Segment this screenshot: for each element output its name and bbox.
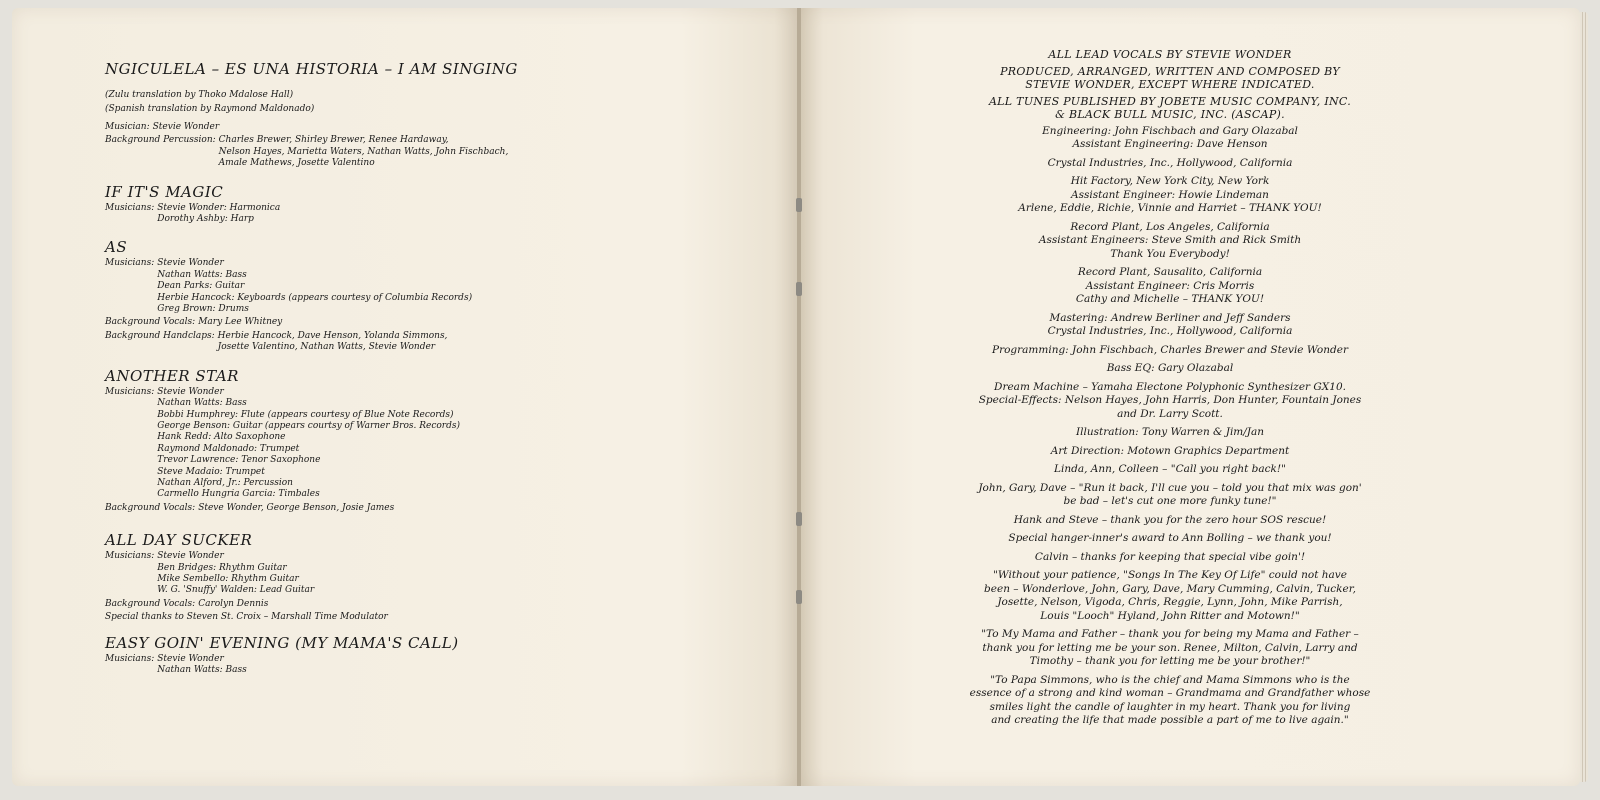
credit-names <box>157 258 472 315</box>
text-line: Josette, Nelson, Vigoda, Chris, Reggie, Lynn, John, Mike Parrish, <box>997 596 1343 608</box>
text-line: Programming: John Fischbach, Charles Brewer and Stevie Wonder <box>992 343 1348 356</box>
text-line: been – Wonderlove, John, Gary, Dave, Mary Cumming, Calvin, Tucker, <box>984 582 1356 595</box>
credit-name: Nathan Watts: Bass <box>157 398 247 409</box>
credit-name: Herbie Hancock: Keyboards (appears courtesy of Columbia Records) <box>157 292 473 303</box>
text-line: Record Plant, Los Angeles, California <box>1070 220 1270 233</box>
credit-label: Special thanks to Steven St. Croix – Marshall Time Modulator <box>105 612 388 623</box>
translation-note: (Zulu translation by Thoko Mdalose Hall) <box>105 90 294 100</box>
credit-label: Background Vocals: <box>105 502 196 513</box>
credit-label: Background Percussion: <box>105 135 216 146</box>
credit-name: Hank Redd: Alto Saxophone <box>157 432 286 443</box>
credit-names <box>198 503 394 514</box>
song-credits-column <box>105 60 665 676</box>
credit-paragraph <box>935 125 1405 152</box>
text-line: and Dr. Larry Scott. <box>1117 407 1223 420</box>
text-line: Engineering: John Fischbach and Gary Olazabal <box>1042 124 1298 137</box>
credit-row <box>105 331 665 354</box>
credit-name: Josette Valentino, Nathan Watts, Stevie Wonder <box>217 342 436 353</box>
credit-paragraph <box>935 344 1405 358</box>
text-line: & BLACK BULL MUSIC, INC. (ASCAP). <box>1055 108 1285 121</box>
credit-row <box>105 203 665 226</box>
credit-label: Musician: <box>105 122 150 132</box>
credit-paragraph <box>935 312 1405 339</box>
credit-label: Musicians: <box>105 653 155 664</box>
booklet-spine <box>797 8 801 786</box>
text-line: John, Gary, Dave – "Run it back, I'll cue you – told you that mix was gon' <box>978 481 1362 494</box>
credit-name: Stevie Wonder <box>157 258 224 269</box>
credit-paragraph <box>935 157 1405 171</box>
text-line: STEVIE WONDER, EXCEPT WHERE INDICATED. <box>1025 78 1315 91</box>
credit-paragraph <box>935 445 1405 459</box>
text-line: Assistant Engineer: Cris Morris <box>1085 279 1255 292</box>
text-line: Record Plant, Sausalito, California <box>1077 266 1263 278</box>
text-line: Illustration: Tony Warren & Jim/Jan <box>1075 426 1265 438</box>
song-title: ALL DAY SUCKER <box>105 531 253 550</box>
credit-label: Musicians: <box>105 258 155 269</box>
credit-paragraph <box>935 628 1405 669</box>
song-section <box>105 367 665 514</box>
credit-paragraph <box>935 175 1405 216</box>
translation-note: (Spanish translation by Raymond Maldonado) <box>105 104 315 114</box>
credit-name: Mary Lee Whitney <box>198 317 283 328</box>
text-line: Assistant Engineering: Dave Henson <box>1072 138 1268 150</box>
text-line: Hank and Steve – thank you for the zero hour SOS rescue! <box>1013 513 1327 526</box>
credit-paragraph <box>935 463 1405 477</box>
text-line: "To Papa Simmons, who is the chief and Mama Simmons who is the <box>990 673 1350 686</box>
credit-name: Dorothy Ashby: Harp <box>157 214 254 225</box>
text-line: Timothy – thank you for letting me be your brother!" <box>1029 655 1311 667</box>
page-edges <box>1580 12 1588 782</box>
credit-label: Musicians: <box>105 386 155 397</box>
credit-name: Raymond Maldonado: Trumpet <box>157 443 300 454</box>
credit-row <box>105 551 665 597</box>
staple-middle-upper <box>796 282 802 296</box>
staple-top <box>796 198 802 212</box>
staple-middle-lower <box>796 512 802 526</box>
credit-paragraph <box>935 221 1405 262</box>
credit-paragraph <box>935 482 1405 509</box>
credit-name: Steve Wonder, George Benson, Josie James <box>198 502 395 513</box>
production-credits-column <box>935 48 1405 733</box>
text-line: and creating the life that made possible a part of me to live again." <box>991 714 1349 726</box>
text-line: Assistant Engineer: Howie Lindeman <box>1071 188 1269 201</box>
text-line: Art Direction: Motown Graphics Department <box>1050 444 1290 457</box>
credit-row <box>105 612 665 623</box>
text-line: Arlene, Eddie, Richie, Vinnie and Harriet – THANK YOU! <box>1018 202 1322 214</box>
credit-row <box>105 135 665 169</box>
credit-names <box>218 331 448 354</box>
song-section <box>105 183 665 226</box>
credit-name: Stevie Wonder <box>157 653 224 664</box>
text-line: Crystal Industries, Inc., Hollywood, California <box>1047 156 1293 169</box>
credit-name: Nathan Watts: Bass <box>157 269 247 280</box>
text-line: Hit Factory, New York City, New York <box>1070 175 1270 187</box>
credit-row <box>105 503 665 514</box>
credit-row <box>105 387 665 501</box>
credit-names <box>198 317 282 328</box>
credit-name: W. G. 'Snuffy' Walden: Lead Guitar <box>157 585 315 596</box>
credit-name: Charles Brewer, Shirley Brewer, Renee Hardaway, <box>218 135 449 146</box>
credit-label: Background Vocals: <box>105 598 196 609</box>
song-title: IF IT'S MAGIC <box>105 182 224 201</box>
credit-row <box>105 599 665 610</box>
credit-name: Greg Brown: Drums <box>157 304 249 315</box>
song-section <box>105 60 665 170</box>
credit-name: Steve Madaio: Trumpet <box>157 466 265 477</box>
text-line: be bad – let's cut one more funky tune!" <box>1063 495 1277 507</box>
text-line: Calvin – thanks for keeping that special vibe goin'! <box>1034 550 1306 563</box>
production-heading <box>935 65 1405 92</box>
credit-names <box>157 551 314 597</box>
credit-label: Musicians: <box>105 202 155 213</box>
credit-name: Stevie Wonder <box>157 551 224 562</box>
credit-name: Nathan Alford, Jr.: Percussion <box>157 477 293 488</box>
song-title: NGICULELA – ES UNA HISTORIA – I AM SINGING <box>105 60 518 78</box>
text-line: "To My Mama and Father – thank you for being my Mama and Father – <box>981 628 1359 640</box>
text-line: ALL TUNES PUBLISHED BY JOBETE MUSIC COMPANY, INC. <box>988 94 1352 108</box>
text-line: PRODUCED, ARRANGED, WRITTEN AND COMPOSED BY <box>1000 64 1340 78</box>
song-title: AS <box>105 238 128 257</box>
credit-name: Trevor Lawrence: Tenor Saxophone <box>157 455 321 466</box>
text-line: Special-Effects: Nelson Hayes, John Harris, Don Hunter, Fountain Jones <box>978 394 1362 406</box>
text-line: essence of a strong and kind woman – Grandmama and Grandfather whose <box>969 687 1371 699</box>
text-line: Mastering: Andrew Berliner and Jeff Sanders <box>1049 311 1291 324</box>
credit-paragraph <box>935 569 1405 623</box>
text-line: Dream Machine – Yamaha Electone Polyphonic Synthesizer GX10. <box>994 380 1346 393</box>
credit-names <box>157 203 280 226</box>
credit-name: George Benson: Guitar (appears courtsy of Warner Bros. Records) <box>157 420 460 431</box>
credit-row <box>105 654 665 677</box>
credit-names <box>153 122 220 133</box>
text-line: Assistant Engineers: Steve Smith and Rick Smith <box>1038 234 1302 246</box>
text-line: Thank You Everybody! <box>1110 247 1230 260</box>
text-line: thank you for letting me be your son. Renee, Milton, Calvin, Larry and <box>982 641 1358 654</box>
credit-name: Stevie Wonder <box>152 122 220 132</box>
credit-name: Carolyn Dennis <box>198 598 269 609</box>
credit-paragraph <box>935 551 1405 565</box>
text-line: Special hanger-inner's award to Ann Bolling – we thank you! <box>1008 532 1332 544</box>
text-line: Bass EQ: Gary Olazabal <box>1106 362 1234 374</box>
credit-name: Stevie Wonder: Harmonica <box>157 202 281 213</box>
text-line: Crystal Industries, Inc., Hollywood, California <box>1047 325 1293 337</box>
text-line: "Without your patience, "Songs In The Key Of Life" could not have <box>993 569 1347 581</box>
credit-label: Musicians: <box>105 551 155 562</box>
credit-names <box>157 654 246 677</box>
text-line: smiles light the candle of laughter in my heart. Thank you for living <box>989 700 1351 713</box>
song-section <box>105 531 665 623</box>
credit-name: Mike Sembello: Rhythm Guitar <box>157 573 299 584</box>
song-section <box>105 634 665 677</box>
production-heading <box>935 95 1405 122</box>
credit-name: Amale Mathews, Josette Valentino <box>218 158 375 169</box>
text-line: Cathy and Michelle – THANK YOU! <box>1075 293 1265 305</box>
credit-label: Background Handclaps: <box>105 330 215 341</box>
credit-paragraph <box>935 514 1405 528</box>
song-title: EASY GOIN' EVENING (MY MAMA'S CALL) <box>105 633 459 652</box>
song-section <box>105 238 665 353</box>
credit-paragraph <box>935 266 1405 307</box>
credit-label: Background Vocals: <box>105 317 196 328</box>
credit-row <box>105 258 665 315</box>
credit-name: Herbie Hancock, Dave Henson, Yolanda Simmons, <box>217 330 448 341</box>
credit-paragraph <box>935 362 1405 376</box>
credit-name: Stevie Wonder <box>157 386 224 397</box>
credit-row <box>105 122 665 133</box>
production-heading <box>935 48 1405 62</box>
credit-name: Nathan Watts: Bass <box>157 665 247 675</box>
credit-name: Ben Bridges: Rhythm Guitar <box>157 562 287 573</box>
credit-name: Bobbi Humphrey: Flute (appears courtesy of Blue Note Records) <box>157 409 454 420</box>
credit-paragraph <box>935 532 1405 546</box>
credit-row <box>105 317 665 328</box>
credit-paragraph <box>935 426 1405 440</box>
credit-names <box>198 599 268 610</box>
text-line: Linda, Ann, Colleen – "Call you right back!" <box>1054 463 1286 475</box>
credit-name: Carmello Hungria Garcia: Timbales <box>157 489 320 500</box>
credit-paragraph <box>935 381 1405 422</box>
credit-paragraph <box>935 674 1405 728</box>
song-title: ANOTHER STAR <box>105 366 239 385</box>
text-line: Louis "Looch" Hyland, John Ritter and Motown!" <box>1040 609 1300 622</box>
credit-names <box>157 387 460 501</box>
credit-name: Dean Parks: Guitar <box>157 281 245 292</box>
staple-bottom <box>796 590 802 604</box>
credit-name: Nelson Hayes, Marietta Waters, Nathan Watts, John Fischbach, <box>218 146 509 157</box>
credit-names <box>219 135 509 169</box>
text-line: ALL LEAD VOCALS BY STEVIE WONDER <box>1048 48 1292 61</box>
